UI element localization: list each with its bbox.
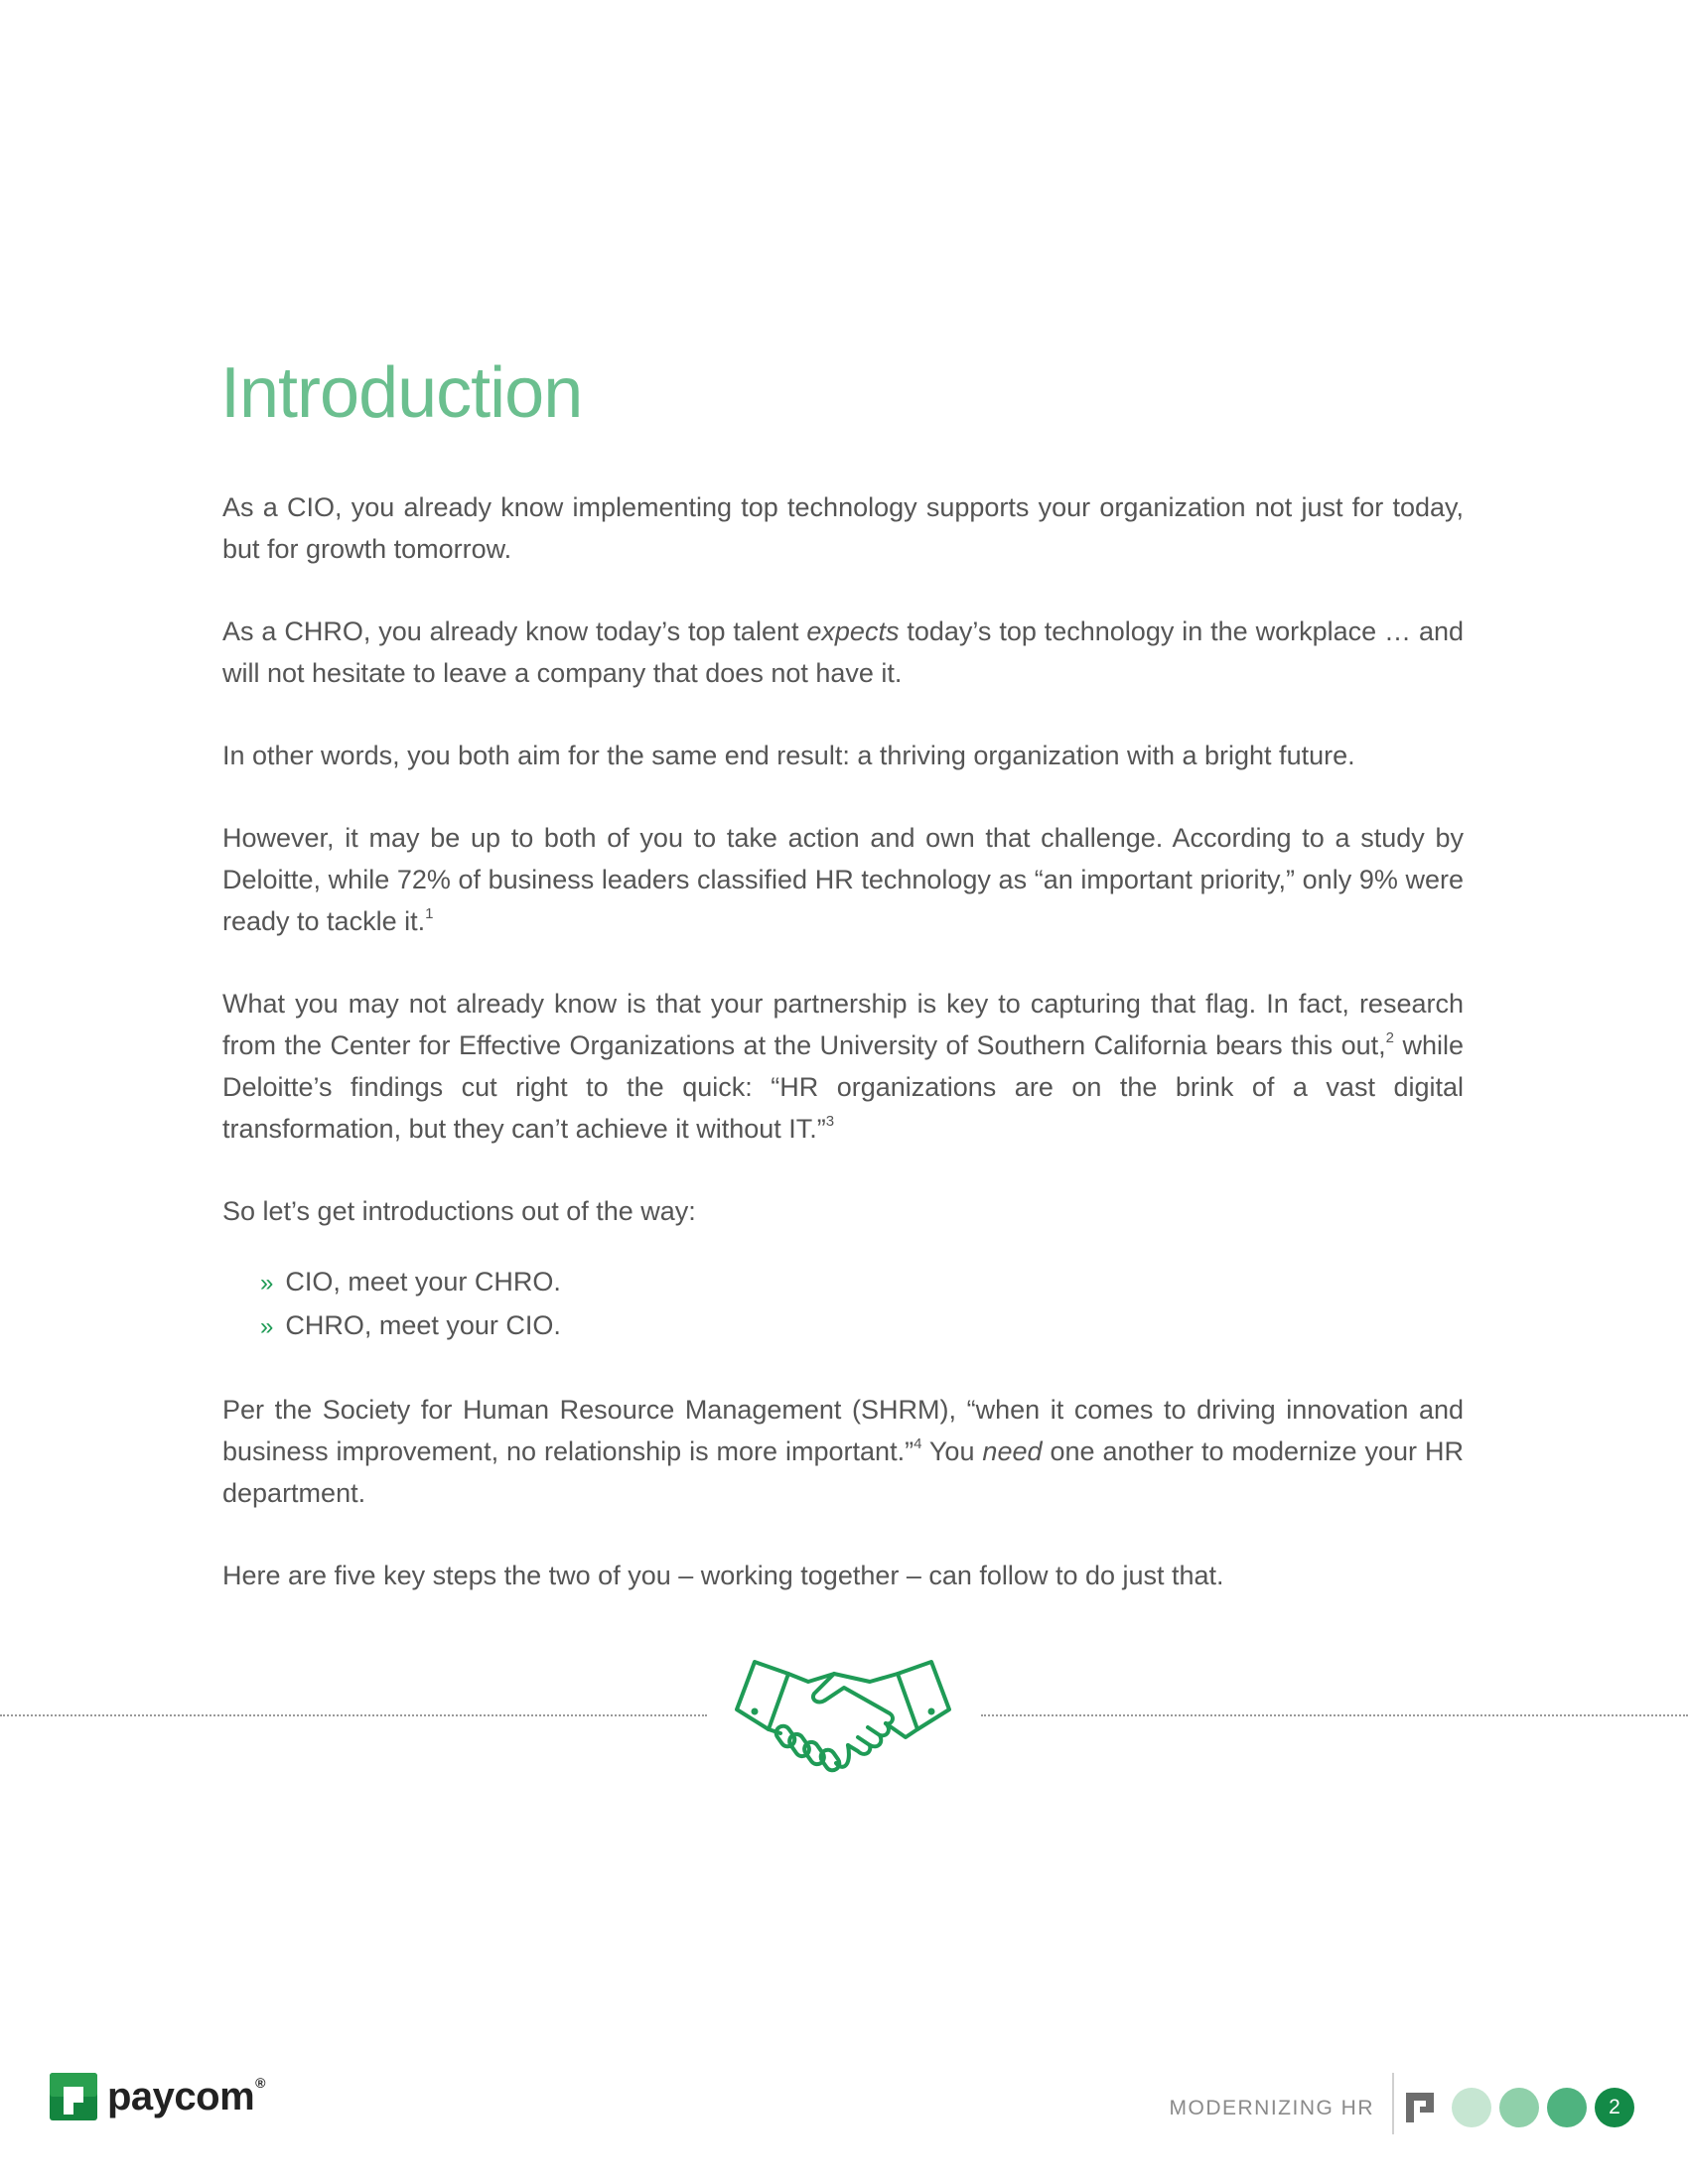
footnote-ref-3: 3 — [825, 1113, 835, 1130]
divider-left — [0, 1714, 707, 1716]
introductions-list — [222, 1261, 1464, 1348]
page-title: Introduction — [220, 353, 583, 433]
list-item: » CHRO, meet your CIO. — [260, 1310, 561, 1340]
body-content — [222, 486, 1464, 1596]
paycom-logo — [50, 2071, 265, 2122]
paragraph-cio: As a CIO, you already know implementing top technology supports your organization not just for today, but for growth tomorrow. — [222, 492, 1464, 564]
emphasis-need: need — [982, 1436, 1043, 1466]
progress-dot — [1452, 2088, 1491, 2127]
paycom-wordmark: paycom® — [107, 2074, 265, 2118]
paycom-logo-icon — [50, 2073, 97, 2120]
divider-right — [981, 1714, 1688, 1716]
footer-separator — [1392, 2073, 1394, 2134]
paycom-mark-icon — [1404, 2091, 1436, 2124]
footer-section-label: MODERNIZING HR — [1169, 2097, 1374, 2119]
bullet-chevron-icon: » — [260, 1313, 274, 1340]
emphasis-expects: expects — [806, 616, 900, 646]
handshake-icon — [731, 1652, 955, 1781]
paragraph-shrm: Per the Society for Human Resource Management (SHRM), “when it comes to driving innovation and business improvement, no relationship is more important.”$^4$ You need one another to modernize your HR department. — [222, 1395, 1464, 1508]
progress-dot — [1499, 2088, 1539, 2127]
paragraph-chro: As a CHRO, you already know today’s top talent expects today’s top technology in the workplace … and will not hesitate to leave a company that does not have it. — [222, 616, 1464, 688]
paragraph-partnership: What you may not already know is that your partnership is key to capturing that flag. In fact, research from the Center for Effective Organizations at the University of Southern California bears this out,$^2$ while Deloitte’s findings cut right to the quick: “HR organizations are on the brink of a vast digital transformation, but they can’t achieve it without IT.”$^3$ — [222, 989, 1465, 1144]
progress-dot — [1547, 2088, 1587, 2127]
paragraph-introductions: So let’s get introductions out of the way: — [222, 1196, 696, 1226]
paragraph-deloitte-study: However, it may be up to both of you to take action and own that challenge. According to a study by Deloitte, while 72% of business leaders classified HR technology as “an important priority,” only 9% were ready to tackle it.$^1$ — [222, 823, 1464, 936]
footnote-ref-4: 4 — [914, 1435, 922, 1452]
paragraph-shared-goal: In other words, you both aim for the same end result: a thriving organization with a bright future. — [222, 741, 1355, 770]
list-item: » CIO, meet your CHRO. — [260, 1267, 561, 1297]
registered-mark: ® — [255, 2074, 265, 2091]
page-number: 2 — [1595, 2088, 1634, 2127]
bullet-chevron-icon: » — [260, 1270, 274, 1297]
footnote-ref-1: 1 — [425, 905, 434, 922]
paragraph-five-steps: Here are five key steps the two of you – working together – can follow to do just that. — [222, 1561, 1224, 1590]
footnote-ref-2: 2 — [1385, 1029, 1394, 1046]
